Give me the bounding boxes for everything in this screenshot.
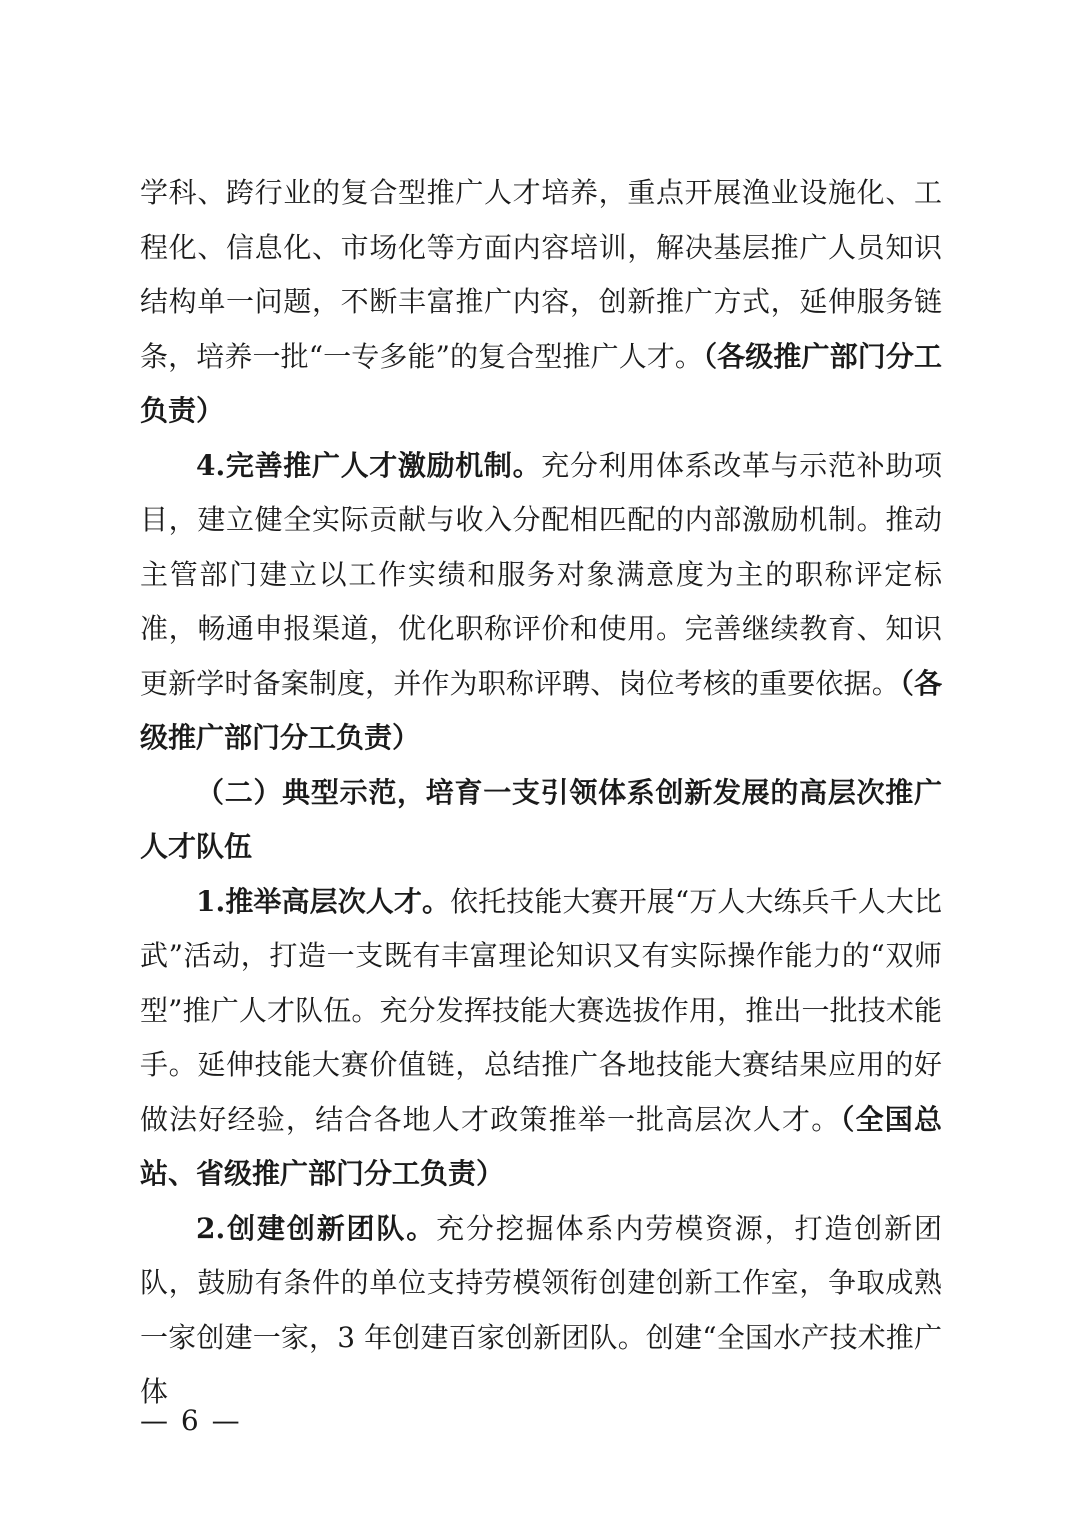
responsibility-note: （全国总站、省级推广部门分工负责） bbox=[140, 1102, 942, 1190]
paragraph-lead-heading: 2.创建创新团队。 bbox=[196, 1211, 437, 1245]
paragraph-body: 依托技能大赛开展“万人大练兵千人大比武”活动，打造一支既有丰富理论知识又有实际操作能力的“双师型”推广人才队伍。充分发挥技能大赛选拔作用，推出一批技术能手。延伸技能大赛价值链，总结推广各地技能大赛结果应用的好做法好经验，结合各地人才政策推举一批高层次人才。 bbox=[140, 884, 942, 1136]
document-body bbox=[140, 166, 942, 1420]
paragraph-high-level-talent bbox=[140, 875, 942, 1202]
paragraph-body: 学科、跨行业的复合型推广人才培养，重点开展渔业设施化、工程化、信息化、市场化等方面内容培训，解决基层推广人员知识结构单一问题，不断丰富推广内容，创新推广方式，延伸服务链条，培养一批“一专多能”的复合型推广人才。 bbox=[140, 176, 942, 373]
paragraph-innovation-team bbox=[140, 1202, 942, 1420]
responsibility-note: （各级推广部门分工负责） bbox=[140, 666, 942, 754]
paragraph-body: 充分挖掘体系内劳模资源，打造创新团队，鼓励有条件的单位支持劳模领衔创建创新工作室，争取成熟一家创建一家，3 年创建百家创新团队。创建“全国水产技术推广体 bbox=[140, 1211, 942, 1408]
paragraph-lead-heading: 4.完善推广人才激励机制。 bbox=[196, 448, 542, 482]
section-heading: （二）典型示范，培育一支引领体系创新发展的高层次推广人才队伍 bbox=[140, 775, 942, 863]
responsibility-note: （各级推广部门分工负责） bbox=[140, 339, 942, 427]
paragraph-continuation bbox=[140, 166, 942, 439]
page-number: — 6 — bbox=[140, 1404, 242, 1437]
paragraph-body: 充分利用体系改革与示范补助项目，建立健全实际贡献与收入分配相匹配的内部激励机制。推动主管部门建立以工作实绩和服务对象满意度为主的职称评定标准，畅通申报渠道，优化职称评价和使用。完善继续教育、知识更新学时备案制度，并作为职称评聘、岗位考核的重要依据。 bbox=[140, 448, 942, 700]
paragraph-incentive-mechanism bbox=[140, 439, 942, 766]
paragraph-lead-heading: 1.推举高层次人才。 bbox=[196, 884, 451, 918]
